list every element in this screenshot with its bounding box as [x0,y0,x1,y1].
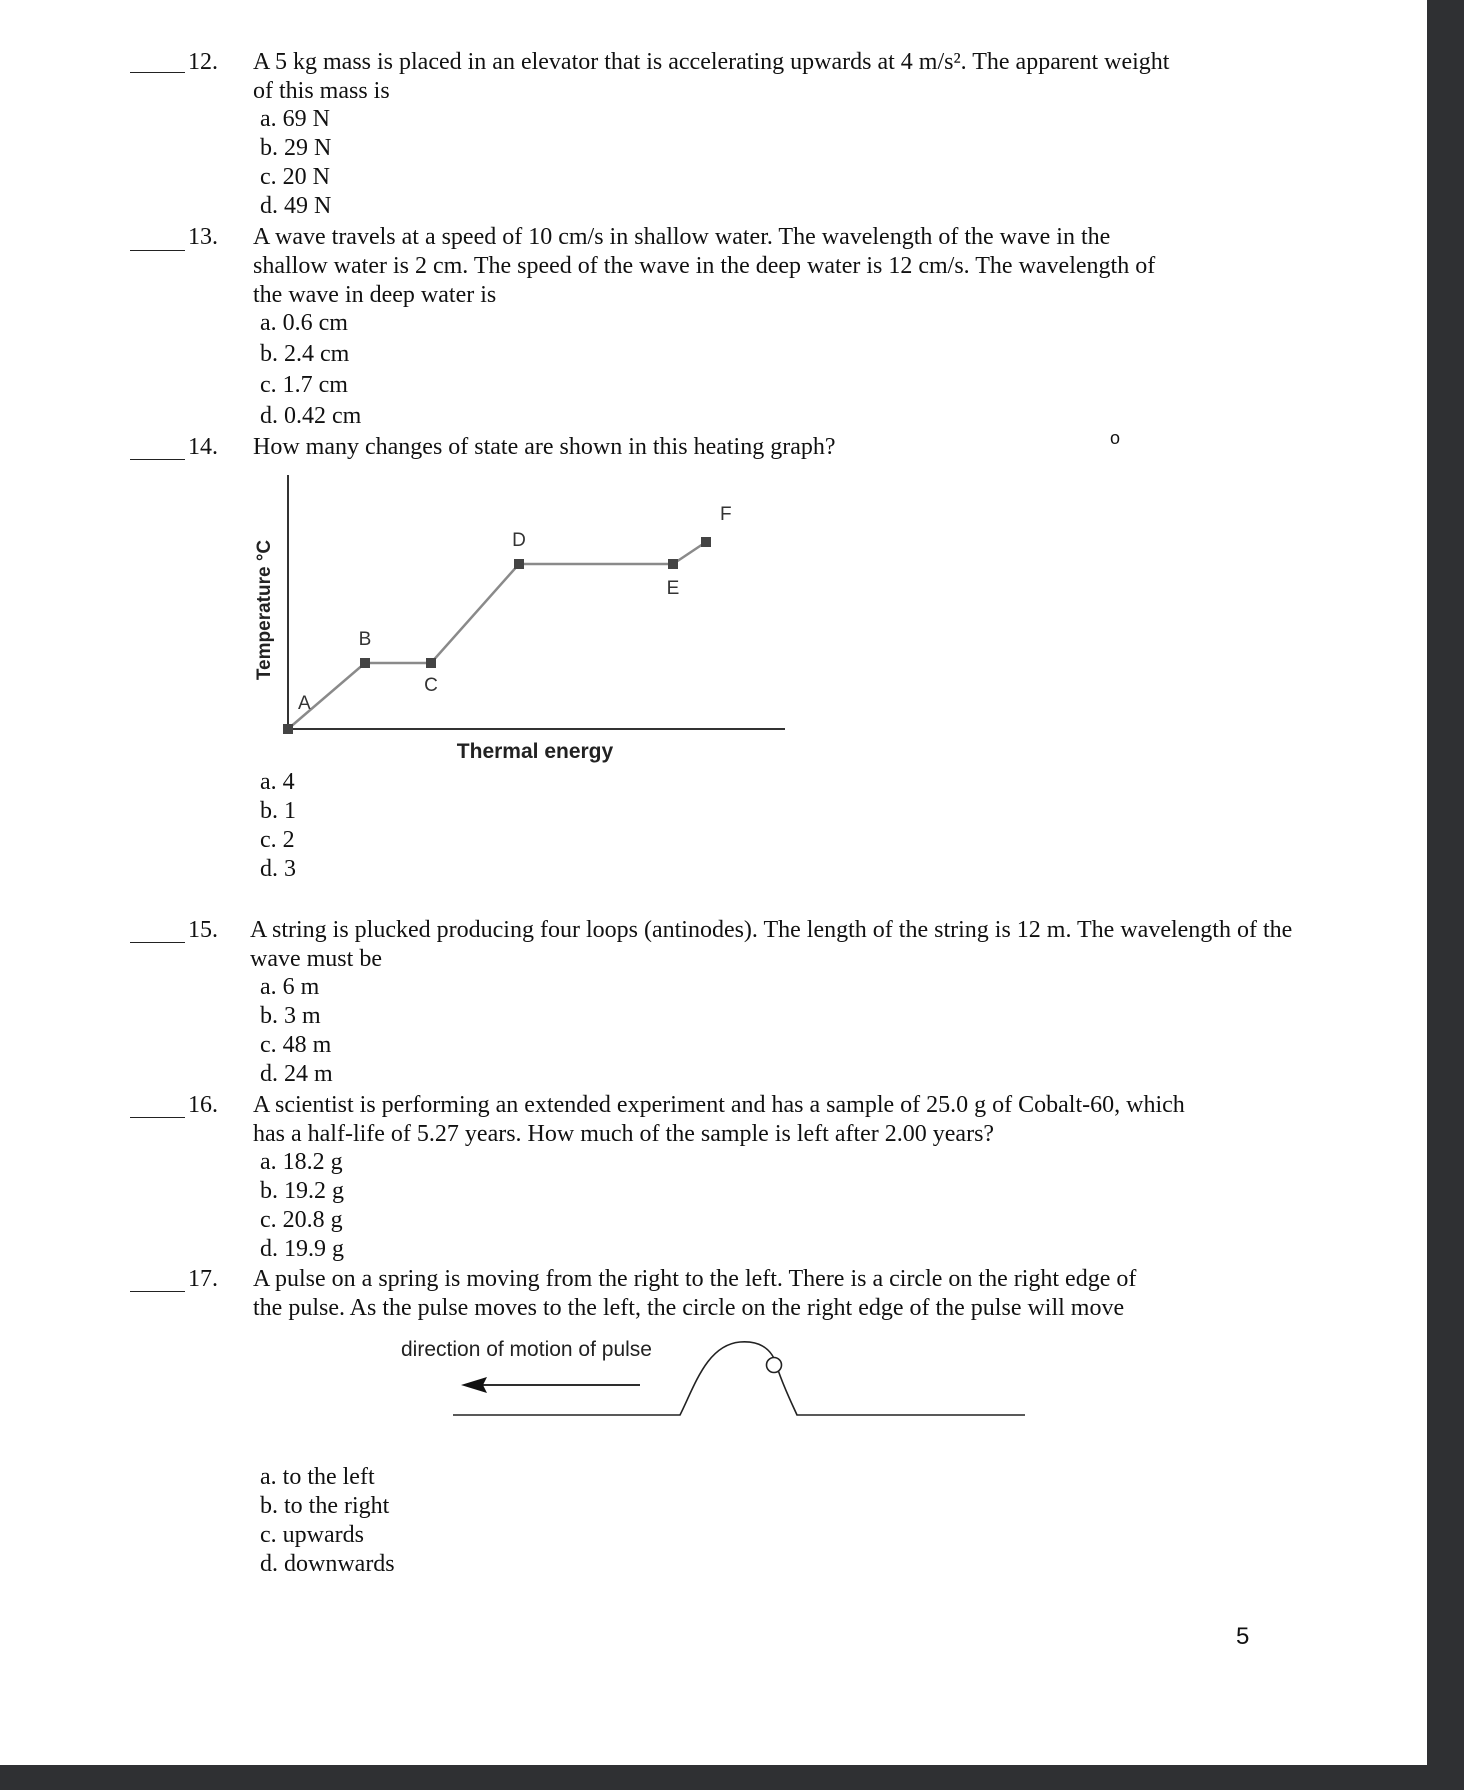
option: a. 18.2 g [260,1149,343,1175]
point-label-f: F [720,504,732,525]
option: c. 1.7 cm [260,372,348,398]
option: c. 2 [260,827,295,853]
y-axis-label: Temperature °C [254,539,275,681]
option: c. upwards [260,1522,364,1548]
question-stem [253,1091,1185,1149]
option: d. downwards [260,1551,395,1577]
stem-line: A 5 kg mass is placed in an elevator that is accelerating upwards at 4 m/s². The apparent weight [253,49,1170,75]
stem-line: How many changes of state are shown in this heating graph? [253,434,836,460]
option: a. 4 [260,769,295,795]
answer-blank[interactable] [130,942,185,943]
stem-line: has a half-life of 5.27 years. How much of the sample is left after 2.00 years? [253,1121,995,1147]
stem-line: of this mass is [253,78,390,104]
graph-marks [283,504,732,734]
option: d. 24 m [260,1061,333,1087]
option: b. to the right [260,1493,390,1519]
option: d. 3 [260,856,296,882]
option: b. 2.4 cm [260,341,350,367]
option: c. 48 m [260,1032,332,1058]
stray-mark: o [1110,428,1121,448]
question-number: 14. [188,434,218,460]
answer-blank[interactable] [130,250,185,251]
question-stem [253,433,836,462]
point-marker-d [514,559,524,569]
question-number: 17. [188,1266,218,1292]
point-label-b: B [358,629,372,650]
answer-options [260,105,331,221]
answer-blank[interactable] [130,72,185,73]
x-axis-label: Thermal energy [456,740,614,763]
heating-graph [240,465,800,765]
option: b. 29 N [260,135,332,161]
pulse-caption: direction of motion of pulse [401,1338,652,1361]
option: c. 20.8 g [260,1207,343,1233]
question-stem [253,48,1169,106]
option: a. 69 N [260,106,330,132]
option: d. 49 N [260,193,332,219]
question-number: 12. [188,49,218,75]
stem-line: A wave travels at a speed of 10 cm/s in shallow water. The wavelength of the wave in the [253,224,1111,250]
option: a. to the left [260,1464,375,1490]
question-stem [250,916,1292,974]
option: b. 19.2 g [260,1178,344,1204]
question-stem [253,1265,1136,1323]
option: c. 20 N [260,164,330,190]
answer-options [260,973,333,1089]
spring-marker-circle [767,1358,782,1373]
point-marker-a [283,724,293,734]
question-number: 13. [188,224,218,250]
stem-line: the pulse. As the pulse moves to the left, the circle on the right edge of the pulse will move [253,1295,1125,1321]
stem-line: A string is plucked producing four loops (antinodes). The length of the string is 12 m. The wavelength of the [250,917,1293,943]
answer-options [260,768,296,884]
question-stem [253,223,1155,310]
point-label-c: C [424,675,438,696]
question-number: 16. [188,1092,218,1118]
stem-line: A pulse on a spring is moving from the right to the left. There is a circle on the right edge of [253,1266,1137,1292]
option: b. 1 [260,798,296,824]
answer-options [260,1148,344,1264]
option: d. 0.42 cm [260,403,362,429]
answer-options [260,1463,395,1579]
answer-options [260,309,361,433]
option: d. 19.9 g [260,1236,344,1262]
point-marker-f [701,537,711,547]
question-number: 15. [188,917,218,943]
point-marker-b [360,658,370,668]
pulse-diagram [395,1330,1035,1420]
stem-line: A scientist is performing an extended experiment and has a sample of 25.0 g of Cobalt-60, which [253,1092,1185,1118]
answer-blank[interactable] [130,459,185,460]
stem-line: wave must be [250,946,382,972]
stem-line: shallow water is 2 cm. The speed of the wave in the deep water is 12 cm/s. The wavelength of [253,253,1156,279]
option: a. 0.6 cm [260,310,348,336]
point-label-d: D [512,530,526,551]
point-label-e: E [666,578,680,599]
option: a. 6 m [260,974,320,1000]
answer-blank[interactable] [130,1117,185,1118]
point-marker-e [668,559,678,569]
answer-blank[interactable] [130,1291,185,1292]
stem-line: the wave in deep water is [253,282,497,308]
point-label-a: A [298,693,311,714]
heating-curve [288,542,706,729]
point-marker-c [426,658,436,668]
page-number: 5 [1236,1623,1250,1650]
option: b. 3 m [260,1003,321,1029]
